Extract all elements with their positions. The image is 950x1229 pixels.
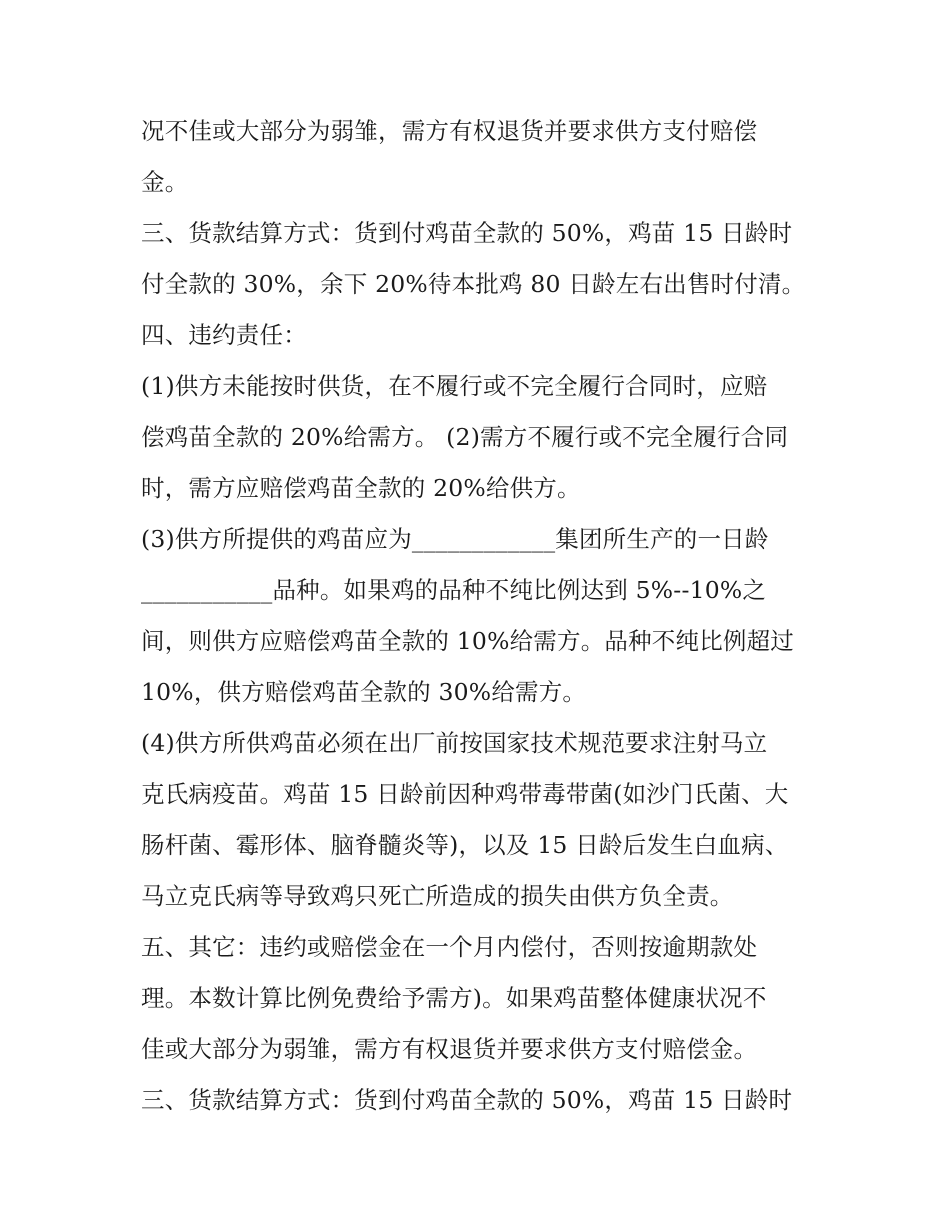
text-line: ___________品种。如果鸡的品种不纯比例达到 5%--10%之 xyxy=(141,576,767,604)
text-line: 肠杆菌、霉形体、脑脊髓炎等)，以及 15 日龄后发生白血病、 xyxy=(141,831,789,859)
text-line: (3)供方所提供的鸡苗应为____________集团所生产的一日龄 xyxy=(141,525,769,553)
text-line: (1)供方未能按时供货，在不履行或不完全履行合同时，应赔 xyxy=(141,372,768,400)
text-line: 付全款的 30%，余下 20%待本批鸡 80 日龄左右出售时付清。 xyxy=(141,270,806,298)
contract-text xyxy=(141,106,841,1126)
text-line: 偿鸡苗全款的 20%给需方。 (2)需方不履行或不完全履行合同 xyxy=(141,423,789,451)
text-line: 三、货款结算方式：货到付鸡苗全款的 50%，鸡苗 15 日龄时 xyxy=(141,219,793,247)
section-heading: 四、违约责任： xyxy=(141,321,307,349)
text-line: 10%，供方赔偿鸡苗全款的 30%给需方。 xyxy=(141,678,587,706)
text-line: 金。 xyxy=(141,168,189,196)
text-line: 三、货款结算方式：货到付鸡苗全款的 50%，鸡苗 15 日龄时 xyxy=(141,1086,793,1114)
text-line: (4)供方所供鸡苗必须在出厂前按国家技术规范要求注射马立 xyxy=(141,729,768,757)
text-line: 时，需方应赔偿鸡苗全款的 20%给供方。 xyxy=(141,474,581,502)
text-line: 况不佳或大部分为弱雏，需方有权退货并要求供方支付赔偿 xyxy=(141,117,758,145)
text-line: 理。本数计算比例免费给予需方)。如果鸡苗整体健康状况不 xyxy=(141,984,767,1012)
text-line: 佳或大部分为弱雏，需方有权退货并要求供方支付赔偿金。 xyxy=(141,1035,758,1063)
text-line: 五、其它：违约或赔偿金在一个月内偿付，否则按逾期款处 xyxy=(141,933,758,961)
text-line: 马立克氏病等导致鸡只死亡所造成的损失由供方负全责。 xyxy=(141,882,734,910)
text-line: 间，则供方应赔偿鸡苗全款的 10%给需方。品种不纯比例超过 xyxy=(141,627,795,655)
text-line: 克氏病疫苗。鸡苗 15 日龄前因种鸡带毒带菌(如沙门氏菌、大 xyxy=(141,780,789,808)
